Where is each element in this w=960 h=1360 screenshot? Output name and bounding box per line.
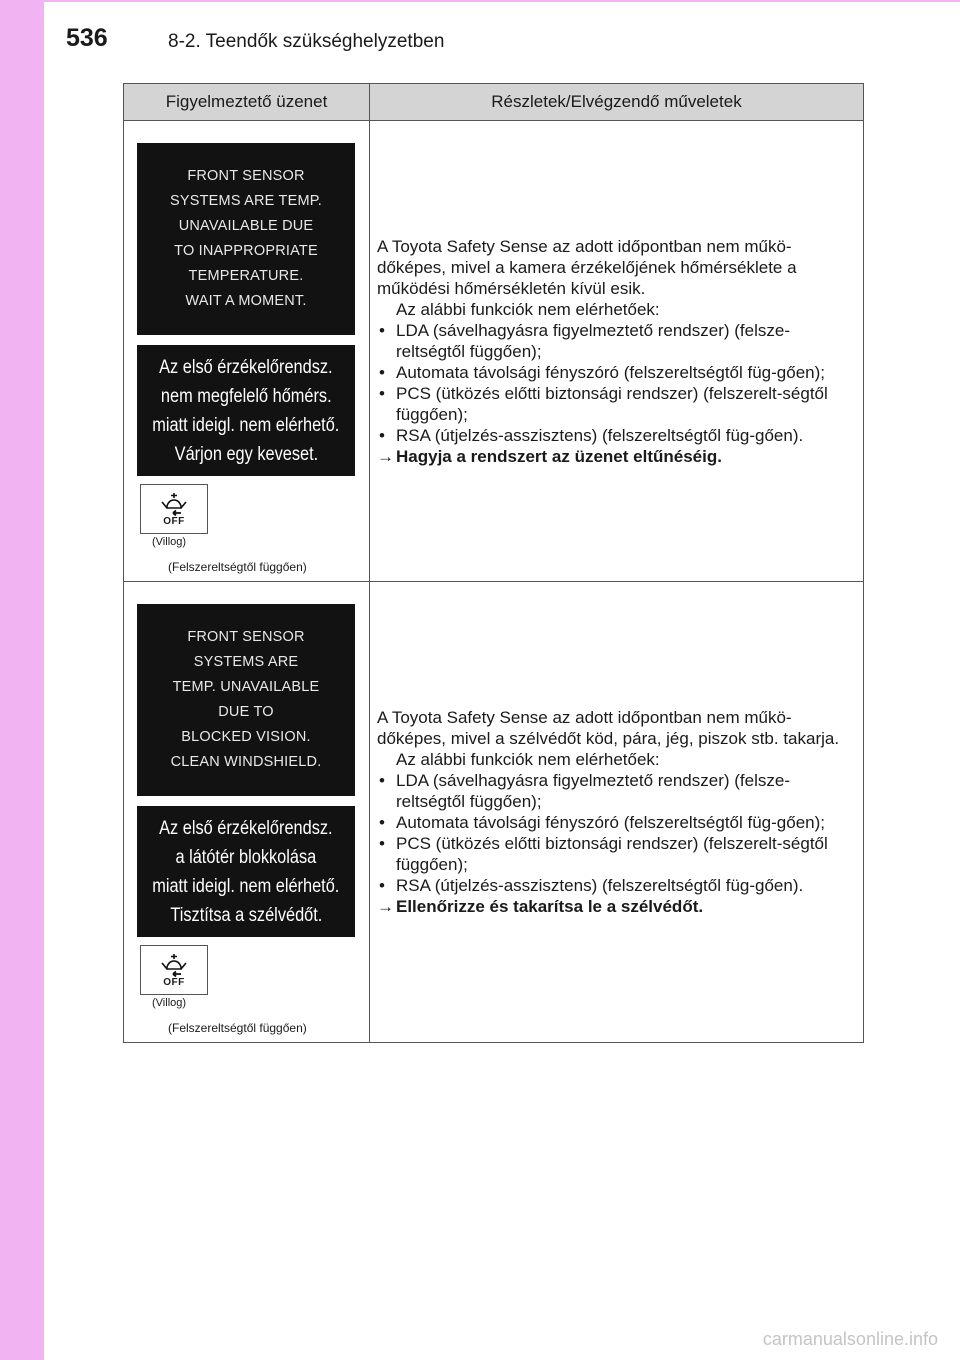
- screen-line: FRONT SENSOR: [187, 629, 305, 645]
- equipment-label: (Felszereltségtől függően): [168, 1021, 307, 1035]
- screen-line: CLEAN WINDSHIELD.: [170, 754, 322, 770]
- table-row: [124, 121, 864, 582]
- watermark: carmanualsonline.info: [762, 1329, 938, 1349]
- screen-line: WAIT A MOMENT.: [185, 293, 307, 309]
- screen-line: TO INAPPROPRIATE: [174, 243, 318, 259]
- unavailable-functions-list: [377, 320, 855, 446]
- list-item: • PCS (ütközés előtti biztonsági rendszer) (felszerelt-ségtől függően);: [377, 383, 855, 425]
- action-text: Hagyja a rendszert az üzenet eltűnéséig.: [396, 446, 722, 466]
- screen-line: TEMPERATURE.: [188, 268, 304, 284]
- screen-line: BLOCKED VISION.: [181, 729, 311, 745]
- lda-off-indicator: [140, 945, 208, 995]
- screen-line: TEMP. UNAVAILABLE: [172, 679, 320, 695]
- screen-line: miatt ideigl. nem elérhető.: [152, 414, 340, 436]
- list-item: • RSA (útjelzés-asszisztens) (felszereltségtől füg-gően).: [377, 425, 855, 446]
- details-cell: [370, 582, 864, 1043]
- screen-line: DUE TO: [218, 704, 274, 720]
- arrow-icon: →: [377, 897, 394, 916]
- screen-line: Az első érzékelőrendsz.: [159, 356, 333, 378]
- description-text: A Toyota Safety Sense az adott időpontban nem műkö-dőképes, mivel a kamera érzékelőjének hőmérséklete a működési hőmérsékletén kívül esik.: [377, 236, 797, 298]
- warning-cell: [124, 121, 370, 582]
- list-item: • Automata távolsági fényszóró (felszereltségtől füg-gően);: [377, 362, 855, 383]
- lane-departure-off-icon: [159, 953, 189, 977]
- lda-off-indicator: [140, 484, 208, 534]
- list-item: • RSA (útjelzés-asszisztens) (felszereltségtől füg-gően).: [377, 875, 855, 896]
- screen-line: SYSTEMS ARE TEMP.: [170, 193, 322, 209]
- unavailable-intro: Az alábbi funkciók nem elérhetőek:: [396, 299, 660, 319]
- action-instruction: [377, 446, 855, 467]
- blink-label: (Villog): [152, 536, 187, 548]
- list-item: • Automata távolsági fényszóró (felszereltségtől füg-gően);: [377, 812, 855, 833]
- page-number: 536: [66, 24, 108, 52]
- display-screen-english: [137, 604, 355, 796]
- indicator-off-text: OFF: [163, 515, 185, 527]
- unavailable-intro: Az alábbi funkciók nem elérhetőek:: [396, 750, 660, 769]
- screen-line: Az első érzékelőrendsz.: [159, 817, 333, 839]
- display-screen-hungarian: [137, 345, 355, 476]
- screen-line: Várjon egy keveset.: [174, 443, 318, 465]
- warning-cell: [124, 582, 370, 1043]
- screen-line: SYSTEMS ARE: [193, 654, 299, 670]
- details-cell: [370, 121, 864, 582]
- table-header-row: [124, 84, 864, 121]
- equipment-label: (Felszereltségtől függően): [168, 560, 307, 574]
- screen-line: FRONT SENSOR: [187, 168, 305, 184]
- unavailable-functions-list: [377, 770, 855, 896]
- action-instruction: [377, 896, 855, 917]
- list-item: • LDA (sávelhagyásra figyelmeztető rendszer) (felsze-reltségtől függően);: [377, 770, 855, 812]
- display-screen-hungarian: [137, 806, 355, 937]
- warning-message-table: [123, 83, 864, 1043]
- side-color-strip: [0, 0, 44, 1360]
- description-text: A Toyota Safety Sense az adott időpontban nem műkö-dőképes, mivel a szélvédőt köd, pára, jég, piszok stb. takarja.: [377, 708, 840, 748]
- lane-departure-off-icon: [159, 492, 189, 516]
- blink-label: (Villog): [152, 997, 187, 1009]
- arrow-icon: →: [377, 446, 394, 466]
- table-row: [124, 582, 864, 1043]
- screen-line: a látótér blokkolása: [175, 846, 317, 868]
- header-warning-message: Figyelmeztető üzenet: [124, 84, 370, 121]
- display-screen-english: [137, 143, 355, 335]
- screen-line: Tisztítsa a szélvédőt.: [170, 904, 322, 926]
- screen-line: nem megfelelő hőmérs.: [160, 385, 332, 407]
- indicator-off-text: OFF: [163, 976, 185, 988]
- chapter-title: 8-2. Teendők szükséghelyzetben: [168, 31, 445, 52]
- action-text: Ellenőrizze és takarítsa le a szélvédőt.: [396, 897, 704, 916]
- screen-line: miatt ideigl. nem elérhető.: [152, 875, 340, 897]
- list-item: • LDA (sávelhagyásra figyelmeztető rendszer) (felsze-reltségtől függően);: [377, 320, 855, 362]
- list-item: • PCS (ütközés előtti biztonsági rendszer) (felszerelt-ségtől függően);: [377, 833, 855, 875]
- screen-line: UNAVAILABLE DUE: [178, 218, 314, 234]
- header-details-actions: Részletek/Elvégzendő műveletek: [370, 84, 864, 121]
- header-line: [44, 0, 960, 2]
